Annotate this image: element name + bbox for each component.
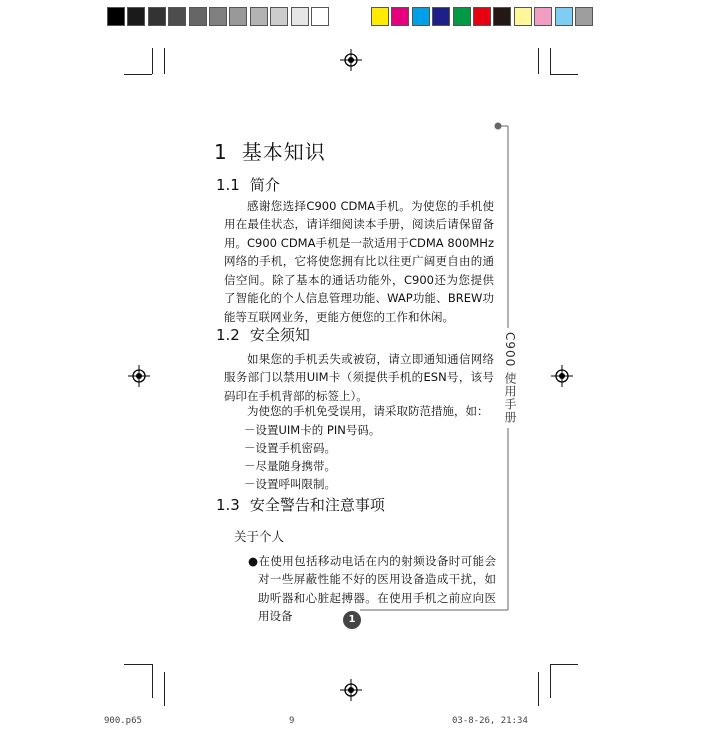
crop-mark [124,74,152,75]
bullet-paragraph [248,552,496,626]
list-item: －尽量随身携带。 [244,459,336,473]
registration-mark-icon [128,365,150,387]
crop-mark [164,48,165,74]
color-swatch [555,7,573,26]
bullet-dot-icon: ● [248,554,259,568]
intro-paragraph-1: 感谢您选择C900 CDMA手机。为使您的手机使用在最佳状态，请详细阅读本手册，阅读后请保留备用。 [224,199,494,250]
registration-mark-icon [340,49,362,71]
section-title: 安全须知 [249,326,310,344]
color-swatch [127,7,145,26]
section-heading-warnings [216,494,385,515]
section-title: 安全警告和注意事项 [249,496,385,514]
section-number: 1.2 [216,326,240,344]
chapter-heading [214,136,326,165]
color-swatch [534,7,552,26]
color-swatch [107,7,125,26]
footer-page: 9 [289,716,295,726]
color-swatch [412,7,430,26]
chapter-number: 1 [214,140,228,164]
list-item: －设置UIM卡的 PIN号码。 [244,423,381,437]
chapter-title: 基本知识 [241,140,326,164]
section-number: 1.1 [216,176,240,194]
list-item: －设置手机密码。 [244,441,336,455]
section-number: 1.3 [216,496,240,514]
manual-side-title: C900 使用手册 [502,328,519,428]
crop-mark [538,48,539,74]
color-swatch [291,7,309,26]
color-swatch [514,7,532,26]
safety-paragraph-2: 为使您的手机免受误用，请采取防范措施，如： [247,404,489,418]
color-swatch [311,7,329,26]
safety-paragraph-1: 如果您的手机丢失或被窃，请立即通知通信网络服务部门以禁用UIM卡（须提供手机的ESN号，该号码印在手机背部的标签上）。 [224,352,494,403]
color-swatch [575,7,593,26]
color-swatch [270,7,288,26]
color-swatch [229,7,247,26]
crop-mark [550,664,578,665]
subheading: 关于个人 [234,529,285,544]
section-heading-intro [216,174,280,195]
color-swatch [189,7,207,26]
color-swatch [148,7,166,26]
footer-filename: 900.p65 [104,716,142,726]
crop-mark [164,672,165,706]
crop-mark [550,74,578,75]
section-heading-safety [216,324,310,345]
color-swatch [473,7,491,26]
crop-mark [550,664,551,698]
color-swatch [493,7,511,26]
color-swatch [250,7,268,26]
color-swatch [209,7,227,26]
crop-mark [124,664,152,665]
color-swatch [391,7,409,26]
section-title: 简介 [249,176,280,194]
registration-mark-icon [340,679,362,701]
crop-mark [550,48,551,74]
crop-mark [152,48,153,74]
crop-mark [538,672,539,706]
page-number-badge: 1 [343,611,361,629]
color-swatch [453,7,471,26]
bullet-text: 在使用包括移动电话在内的射频设备时可能会对一些屏蔽性能不好的医用设备造成干扰，如助听器和心脏起搏器。在使用手机之前应向医用设备 [258,554,496,624]
color-swatch [371,7,389,26]
color-swatch [168,7,186,26]
color-swatch [432,7,450,26]
footer-timestamp: 03-8-26, 21:34 [452,716,528,726]
intro-paragraph-2: C900 CDMA手机是一款适用于CDMA 800MHz网络的手机，它将使您拥有比以往更广阔更自由的通信空间。除了基本的通话功能外，C900还为您提供了智能化的个人信息管理功能、WAP功能、BREW功能等互联网业务，更能方便您的工作和休闲。 [224,236,494,324]
list-item: －设置呼叫限制。 [244,477,336,491]
registration-mark-icon [551,365,573,387]
crop-mark [152,664,153,698]
